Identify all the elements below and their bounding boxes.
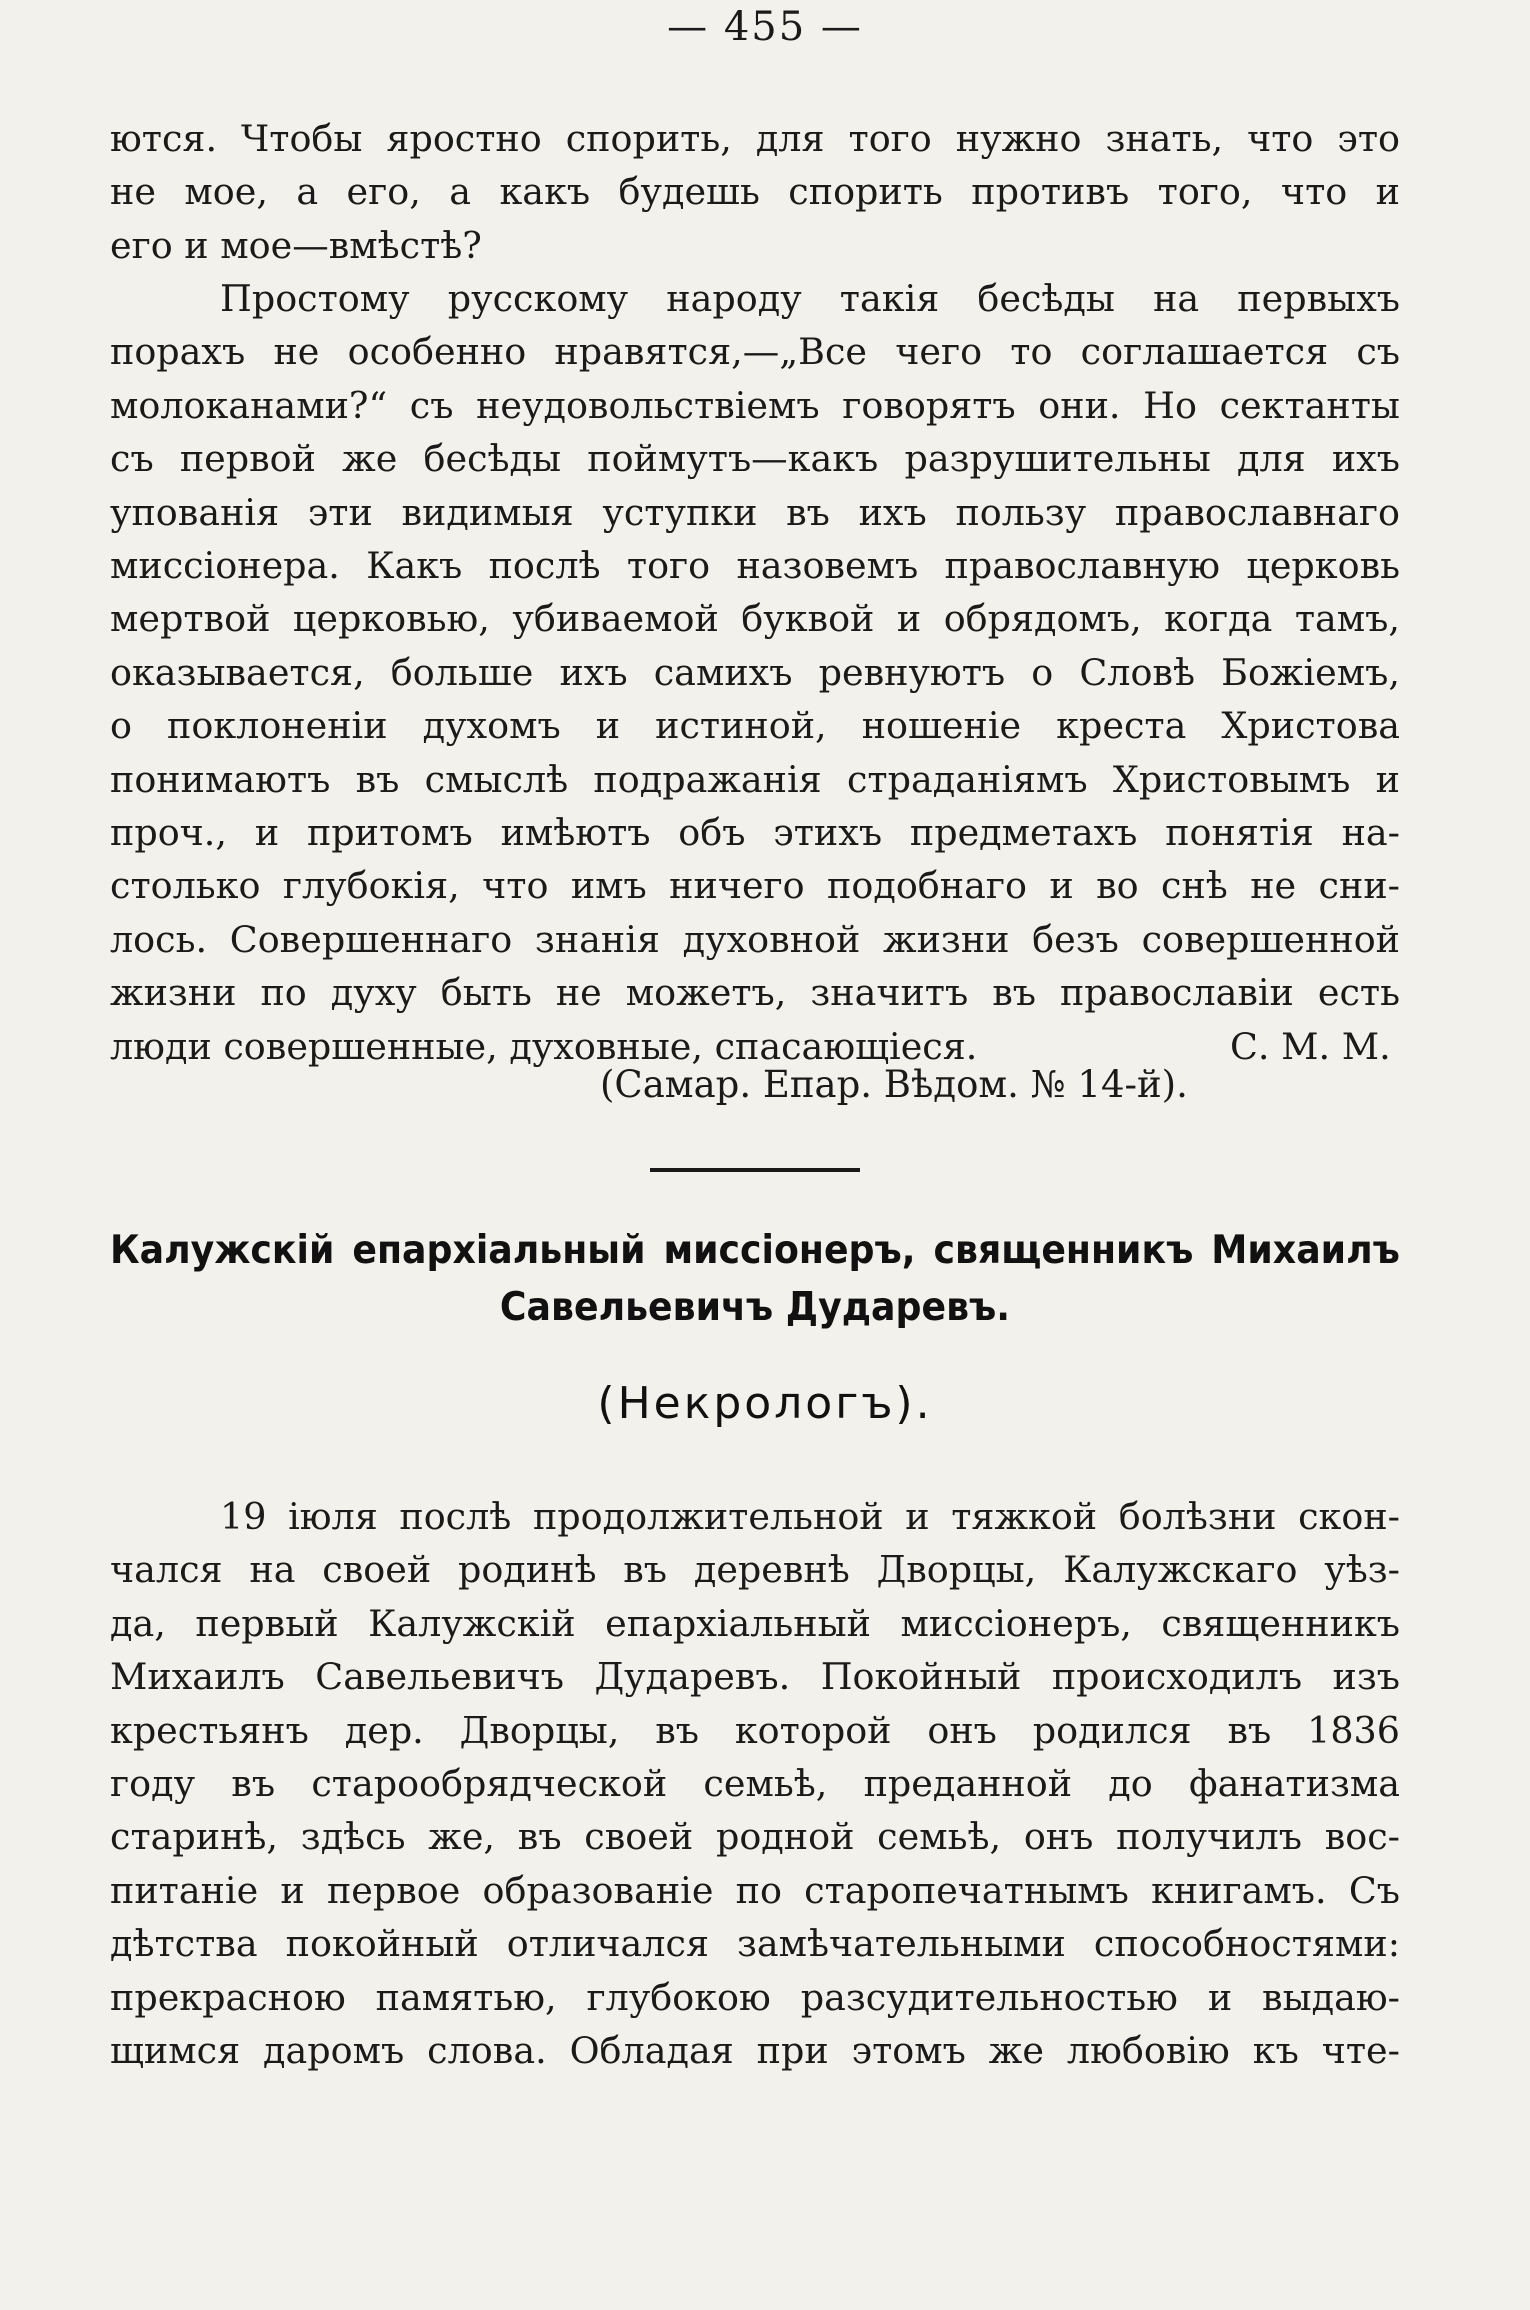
text-line: съ первой же бесѣды поймутъ—какъ разрушительны для ихъ	[110, 437, 1400, 481]
article-subheading: (Некрологъ).	[597, 1378, 933, 1429]
source-citation: (Самар. Епар. Вѣдом. № 14-й).	[600, 1063, 1188, 1106]
text-line: Михаилъ Савельевичъ Дударевъ. Покойный происходилъ изъ	[110, 1655, 1400, 1699]
text-line: году въ старообрядческой семьѣ, преданной до фанатизма	[110, 1762, 1400, 1806]
heading-line: Савельевичъ Дударевъ.	[499, 1285, 1011, 1330]
text-line: Простому русскому народу такія бесѣды на первыхъ	[220, 277, 1400, 320]
text-line: 19 іюля послѣ продолжительной и тяжкой болѣзни скон-	[220, 1495, 1400, 1538]
paragraph-continuation	[110, 112, 1400, 272]
text-line: упованія эти видимыя уступки въ ихъ пользу православнаго	[110, 490, 1400, 534]
text-line: люди совершенные, духовные, спасающіеся.	[110, 1024, 978, 1068]
text-line: молоканами?“ съ неудовольствіемъ говорятъ они. Но сектанты	[110, 383, 1400, 427]
text-line: да, первый Калужскій епархіальный миссіонеръ, священникъ	[110, 1601, 1400, 1645]
text-line: миссіонера. Какъ послѣ того назовемъ православную церковь	[110, 544, 1400, 588]
text-line: проч., и притомъ имѣютъ объ этихъ предметахъ понятія на-	[110, 811, 1400, 855]
text-line: жизни по духу быть не можетъ, значитъ въ православіи есть	[110, 971, 1400, 1015]
article-heading	[110, 1222, 1400, 1336]
text-line: ются. Чтобы яростно спорить, для того нужно знать, что это	[110, 117, 1400, 160]
text-line: питаніе и первое образованіе по старопечатнымъ книгамъ. Съ	[110, 1868, 1400, 1912]
heading-line: Калужскій епархіальный миссіонеръ, священникъ Михаилъ	[110, 1228, 1400, 1273]
text-line: старинѣ, здѣсь же, въ своей родной семьѣ, онъ получилъ вос-	[110, 1815, 1400, 1859]
text-line: понимаютъ въ смыслѣ подражанія страданіямъ Христовымъ и	[110, 757, 1400, 801]
text-line: лось. Совершеннаго знанія духовной жизни безъ совершенной	[110, 917, 1400, 961]
text-line: оказывается, больше ихъ самихъ ревнуютъ о Словѣ Божіемъ,	[110, 650, 1400, 694]
text-line: щимся даромъ слова. Обладая при этомъ же любовію къ чте-	[110, 2029, 1400, 2073]
text-line: о поклоненіи духомъ и истиной, ношеніе креста Христова	[110, 704, 1400, 748]
page-number: — 455 —	[667, 4, 863, 50]
section-divider	[650, 1168, 860, 1172]
text-line: прекрасною памятью, глубокою разсудительностью и выдаю-	[110, 1975, 1400, 2019]
text-line: порахъ не особенно нравятся,—„Все чего то соглашается съ	[110, 330, 1400, 374]
text-line: мертвой церковью, убиваемой буквой и обрядомъ, когда тамъ,	[110, 597, 1400, 641]
paragraph-missionary-conversations	[110, 272, 1400, 1073]
text-line: его и мое—вмѣстѣ?	[110, 223, 482, 267]
text-line: чался на своей родинѣ въ деревнѣ Дворцы, Калужскаго уѣз-	[110, 1548, 1400, 1592]
text-line: столько глубокія, что имъ ничего подобнаго и во снѣ не сни-	[110, 864, 1400, 908]
paragraph-obituary	[110, 1490, 1400, 2077]
author-signature: С. М. М.	[1230, 1024, 1391, 1068]
text-line: дѣтства покойный отличался замѣчательными способностями:	[110, 1922, 1400, 1966]
text-line: крестьянъ дер. Дворцы, въ которой онъ родился въ 1836	[110, 1708, 1400, 1752]
text-line: не мое, а его, а какъ будешь спорить противъ того, что и	[110, 170, 1400, 214]
